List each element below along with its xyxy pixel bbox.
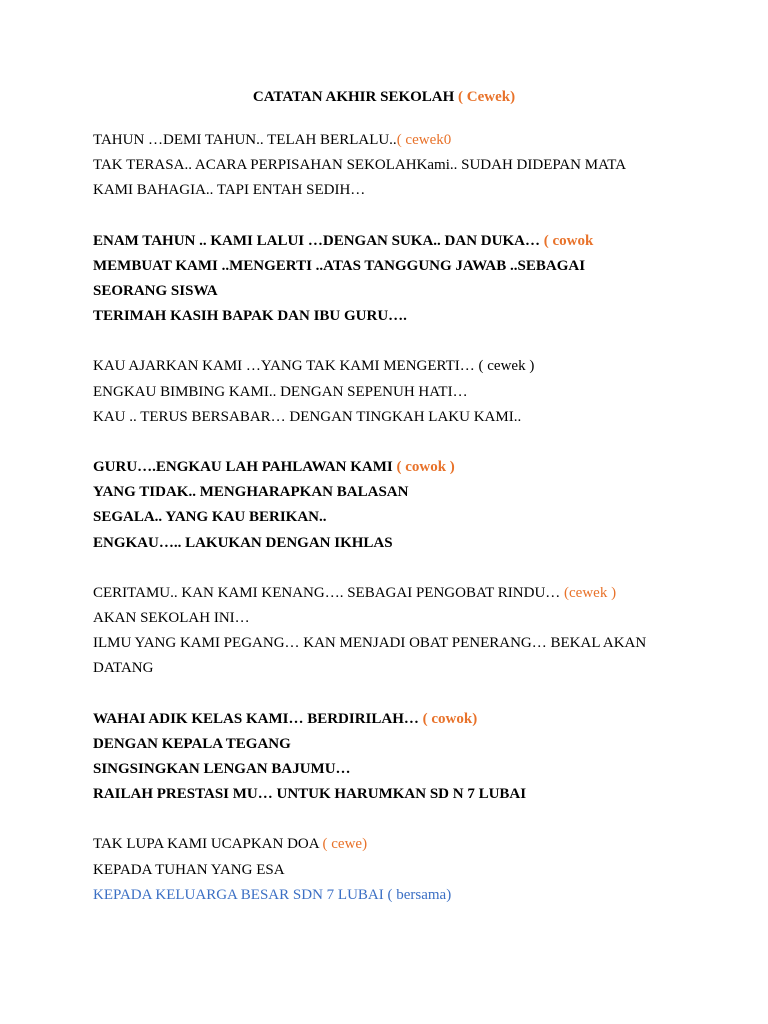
line-text: SINGSINGKAN LENGAN BAJUMU… [93,761,351,778]
poem-line [93,354,693,379]
poem-line [93,279,693,304]
line-text: KAMI BAHAGIA.. TAPI ENTAH SEDIH… [93,182,366,199]
line-text: DATANG [93,660,154,677]
speaker-tag: ( cowok [543,232,594,249]
poem-line [93,732,693,757]
poem-line [93,304,693,329]
stanza [93,354,693,430]
speaker-tag: ( cewek0 [396,132,452,148]
stanza [93,229,693,330]
line-text: TAK LUPA KAMI UCAPKAN DOA [93,836,323,853]
line-text: KEPADA KELUARGA BESAR SDN 7 LUBAI ( bersama) [93,886,452,903]
speaker-tag: ( cowok ) [396,459,455,476]
line-text: ENGKAU….. LAKUKAN DENGAN IKHLAS [93,534,393,551]
poem-line [93,531,693,556]
poem-line [93,606,693,631]
line-text: SEGALA.. YANG KAU BERIKAN.. [93,509,327,526]
title-text: CATATAN AKHIR SEKOLAH [252,89,459,105]
speaker-tag: ( cowok) [422,710,478,727]
poem-line [93,254,693,279]
stanza [93,707,693,808]
poem-line [93,656,693,681]
poem-line [93,858,693,883]
line-text: MEMBUAT KAMI ..MENGERTI ..ATAS TANGGUNG JAWAB ..SEBAGAI [93,257,586,274]
line-text: TAK TERASA.. ACARA PERPISAHAN SEKOLAHKami.. SUDAH DIDEPAN MATA [93,157,627,174]
line-text: GURU….ENGKAU LAH PAHLAWAN KAMI [93,459,397,476]
stanza [93,581,693,682]
line-text: CERITAMU.. KAN KAMI KENANG…. SEBAGAI PENGOBAT RINDU… [93,584,565,601]
line-text: KAU .. TERUS BERSABAR… DENGAN TINGKAH LAKU KAMI.. [93,408,522,425]
line-text: SEORANG SISWA [93,283,218,300]
document-title [0,88,768,106]
poem-line [93,505,693,530]
speaker-tag: (cewek ) [564,584,617,601]
line-text: TERIMAH KASIH BAPAK DAN IBU GURU…. [93,308,407,325]
poem-line [93,707,693,732]
poem-line [93,229,693,254]
line-text: KEPADA TUHAN YANG ESA [93,861,285,878]
line-text: ENGKAU BIMBING KAMI.. DENGAN SEPENUH HATI… [93,383,468,400]
line-text: ILMU YANG KAMI PEGANG… KAN MENJADI OBAT PENERANG… BEKAL AKAN [93,635,647,652]
poem-line [93,380,693,405]
stanza [93,128,693,204]
line-text: RAILAH PRESTASI MU… UNTUK HARUMKAN SD N 7 LUBAI [93,786,527,803]
line-text: YANG TIDAK.. MENGHARAPKAN BALASAN [93,484,409,501]
line-text: KAU AJARKAN KAMI …YANG TAK KAMI MENGERTI… ( cewek ) [93,358,535,375]
title-tag: ( Cewek) [458,89,516,105]
line-text: WAHAI ADIK KELAS KAMI… BERDIRILAH… [93,710,423,727]
poem-line [93,128,693,153]
line-text: AKAN SEKOLAH INI… [93,610,250,627]
poem-line [93,480,693,505]
speaker-tag: ( cewe) [322,836,368,853]
line-text: ENAM TAHUN .. KAMI LALUI …DENGAN SUKA.. DAN DUKA… [93,232,544,249]
poem-line [93,782,693,807]
poem-line [93,832,693,857]
stanza [93,455,693,556]
poem-line [93,883,693,908]
poem-line [93,581,693,606]
poem-body [93,128,693,933]
poem-line [93,153,693,178]
poem-line [93,405,693,430]
line-text: DENGAN KEPALA TEGANG [93,735,291,752]
poem-line [93,757,693,782]
poem-line [93,178,693,203]
poem-line [93,455,693,480]
poem-line [93,631,693,656]
line-text: TAHUN …DEMI TAHUN.. TELAH BERLALU.. [93,132,397,148]
stanza [93,832,693,908]
